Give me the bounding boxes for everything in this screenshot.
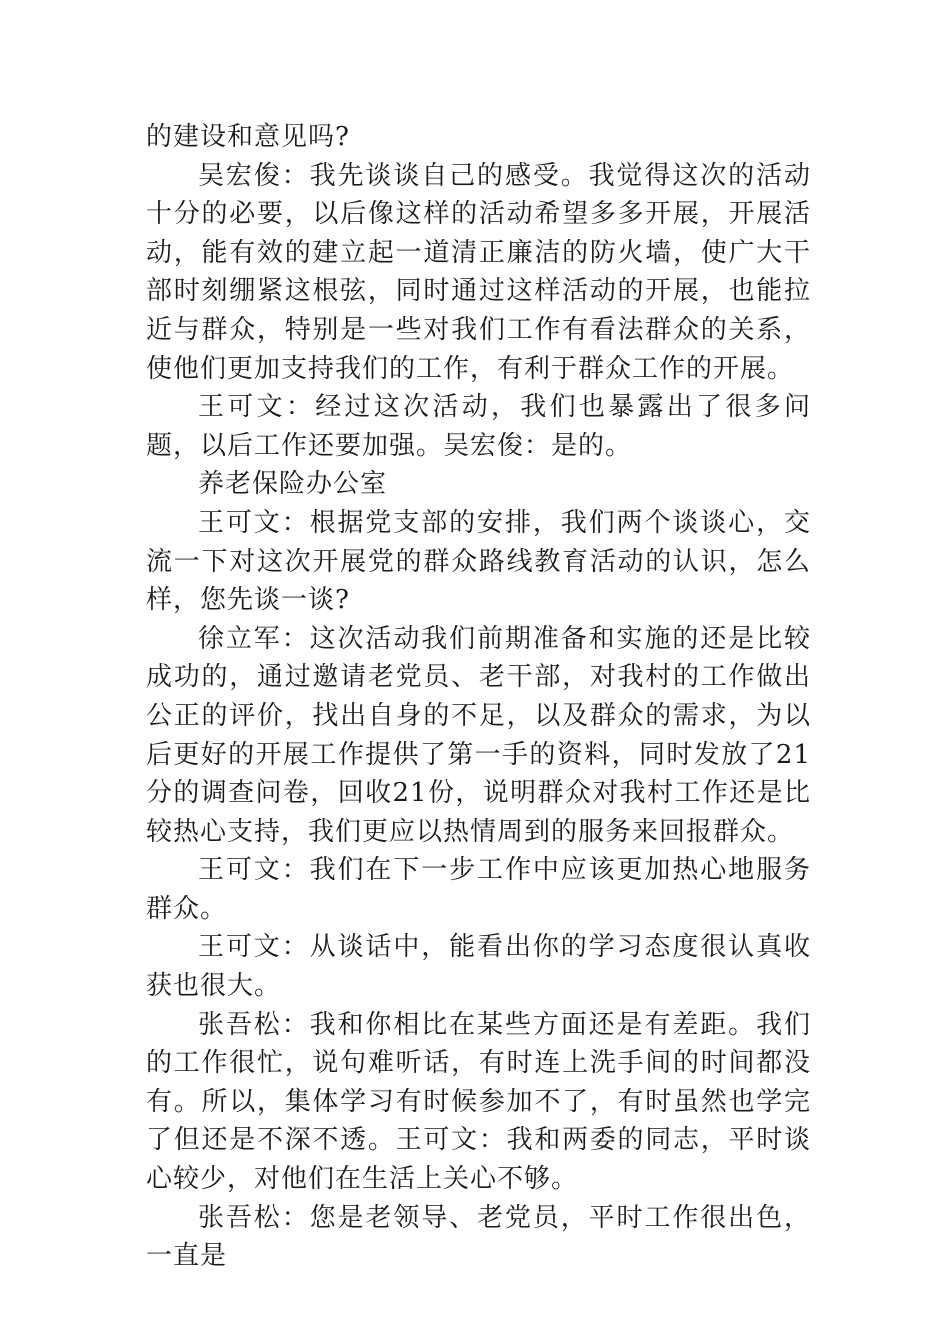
section-heading-pension-office: 养老保险办公室 <box>198 469 388 500</box>
paragraph-wang-kewen-problems: 王可文：经过这次活动，我们也暴露出了很多问题，以后工作还要加强。吴宏俊：是的。 <box>146 392 811 461</box>
paragraph-wang-kewen-serve: 王可文：我们在下一步工作中应该更加热心地服务群众。 <box>146 855 811 924</box>
paragraph-wang-kewen-arrangement: 王可文：根据党支部的安排，我们两个谈谈心，交流一下对这次开展党的群众路线教育活动的认识，怎么样，您先谈一谈? <box>146 507 811 616</box>
paragraph-continuation: 的建设和意见吗? <box>146 122 350 152</box>
document-body <box>146 118 811 1276</box>
paragraph-zhang-wusong-leader: 张吾松：您是老领导、老党员，平时工作很出色，一直是 <box>146 1202 811 1272</box>
paragraph-wu-honjun-feelings: 吴宏俊：我先谈谈自己的感受。我觉得这次的活动十分的必要，以后像这样的活动希望多多开展，开展活动，能有效的建立起一道清正廉洁的防火墙，使广大干部时刻绷紧这根弦，同时通过这样活动的开展，也能拉近与群众，特别是一些对我们工作有看法群众的关系，使他们更加支持我们的工作，有利于群众工作的开展。 <box>146 160 811 384</box>
paragraph-wang-kewen-attitude: 王可文：从谈话中，能看出你的学习态度很认真收获也很大。 <box>146 932 811 1002</box>
paragraph-xu-lijun-activity: 徐立军：这次活动我们前期准备和实施的还是比较成功的，通过邀请老党员、老干部，对我村的工作做出公正的评价，找出自身的不足，以及群众的需求，为以后更好的开展工作提供了第一手的资料，同时发放了21分的调查问卷，回收21份，说明群众对我村工作还是比较热心支持，我们更应以热情周到的服务来回报群众。 <box>146 623 811 847</box>
paragraph-zhang-wusong-gap: 张吾松：我和你相比在某些方面还是有差距。我们的工作很忙，说句难听话，有时连上洗手间的时间都没有。所以，集体学习有时候参加不了，有时虽然也学完了但还是不深不透。王可文：我和两委的同志，平时谈心较少，对他们在生活上关心不够。 <box>146 1009 811 1195</box>
